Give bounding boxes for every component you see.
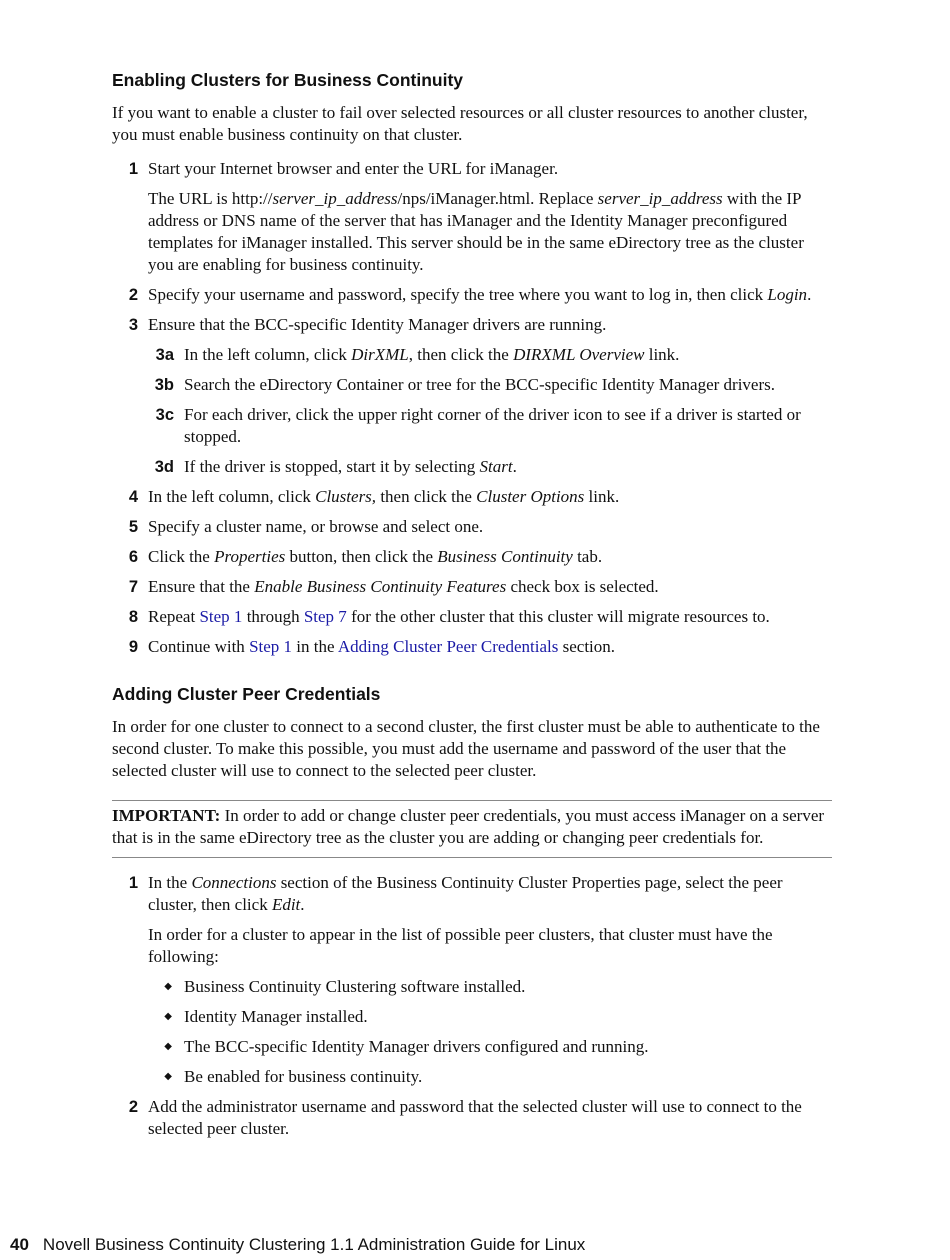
step-7 xyxy=(112,576,832,598)
step-number: 5 xyxy=(128,518,138,536)
substep-3a xyxy=(112,344,832,366)
substep-3d xyxy=(112,456,832,478)
step-6 xyxy=(112,546,832,568)
diamond-bullet-icon: ◆ xyxy=(164,1011,172,1022)
step-text: Add the administrator username and password that the selected cluster will use to connect to the selected peer cluster. xyxy=(148,1097,802,1138)
bullet-item: ◆ Identity Manager installed. xyxy=(112,1006,832,1028)
substep-text: For each driver, click the upper right corner of the driver icon to see if a driver is started or stopped. xyxy=(184,405,801,446)
link-step-1[interactable]: Step 1 xyxy=(199,607,243,626)
step-number: 8 xyxy=(128,608,138,626)
step-number: 9 xyxy=(128,638,138,656)
step-1-detail: The URL is http://server_ip_address/nps/iManager.html. Replace server_ip_address with the IP address or DNS name of the server that has iManager and the Identity Manager preconfigured templates for iManager installed. This server should be in the same eDirectory tree as the cluster you are enabling for business continuity. xyxy=(148,189,804,274)
step-number: 1 xyxy=(128,160,138,178)
diamond-bullet-icon: ◆ xyxy=(164,981,172,992)
step-text: Continue with Step 1 in the Adding Cluster Peer Credentials section. xyxy=(148,637,616,656)
important-text: IMPORTANT: In order to add or change cluster peer credentials, you must access iManager on a server that is in the same eDirectory tree as the cluster you are adding or changing peer credentials for. xyxy=(112,806,825,847)
step-text: Specify a cluster name, or browse and select one. xyxy=(148,517,484,536)
substep-number: 3d xyxy=(154,458,174,476)
substep-number: 3a xyxy=(155,346,174,364)
page-number: 40 xyxy=(10,1235,29,1254)
step-text: Repeat Step 1 through Step 7 for the other cluster that this cluster will migrate resources to. xyxy=(148,607,770,626)
diamond-bullet-icon: ◆ xyxy=(164,1071,172,1082)
bullet-item: ◆ Be enabled for business continuity. xyxy=(112,1066,832,1088)
step-3 xyxy=(112,314,832,336)
step-number: 2 xyxy=(128,286,138,304)
document-title: Novell Business Continuity Clustering 1.1 Administration Guide for Linux xyxy=(42,1235,586,1254)
substep-3b xyxy=(112,374,832,396)
substep-3c xyxy=(112,404,832,448)
step-text: Specify your username and password, specify the tree where you want to log in, then click Login. xyxy=(148,285,812,304)
step-text: Ensure that the BCC-specific Identity Manager drivers are running. xyxy=(148,315,607,334)
step-number: 2 xyxy=(128,1098,138,1116)
step-text: In the Connections section of the Business Continuity Cluster Properties page, select the peer cluster, then click Edit. xyxy=(148,873,783,914)
step-number: 1 xyxy=(128,874,138,892)
link-adding-cluster-peer-credentials[interactable]: Adding Cluster Peer Credentials xyxy=(337,637,559,656)
link-step-1[interactable]: Step 1 xyxy=(249,637,293,656)
substep-number: 3c xyxy=(155,406,174,424)
page-footer xyxy=(10,1233,585,1257)
section-heading-adding-peer-credentials: Adding Cluster Peer Credentials xyxy=(112,684,381,704)
substep-text: If the driver is stopped, start it by selecting Start. xyxy=(184,457,517,476)
step-number: 3 xyxy=(128,316,138,334)
step-5 xyxy=(112,516,832,538)
peer-step-1 xyxy=(112,872,832,968)
step-4 xyxy=(112,486,832,508)
step-number: 6 xyxy=(128,548,138,566)
step-1 xyxy=(112,158,832,276)
substep-text: In the left column, click DirXML, then click the DIRXML Overview link. xyxy=(184,345,680,364)
bullet-item: ◆ The BCC-specific Identity Manager drivers configured and running. xyxy=(112,1036,832,1058)
step-8 xyxy=(112,606,832,628)
step-text: Click the Properties button, then click the Business Continuity tab. xyxy=(148,547,603,566)
diamond-bullet-icon: ◆ xyxy=(164,1041,172,1052)
step-2 xyxy=(112,284,832,306)
step-text: In the left column, click Clusters, then click the Cluster Options link. xyxy=(148,487,620,506)
step-detail: In order for a cluster to appear in the list of possible peer clusters, that cluster must have the following: xyxy=(148,925,773,966)
step-number: 4 xyxy=(128,488,138,506)
important-note xyxy=(112,800,832,858)
substep-text: Search the eDirectory Container or tree for the BCC-specific Identity Manager drivers. xyxy=(184,375,775,394)
important-label: IMPORTANT: xyxy=(112,806,221,825)
section-intro: In order for one cluster to connect to a second cluster, the first cluster must be able to authenticate to the second cluster. To make this possible, you must add the username and password of the user that the selected cluster will use to connect to the selected peer cluster. xyxy=(112,717,820,780)
document-page xyxy=(112,68,832,1140)
step-number: 7 xyxy=(128,578,138,596)
section-intro: If you want to enable a cluster to fail over selected resources or all cluster resources to another cluster, you must enable business continuity on that cluster. xyxy=(112,103,808,144)
step-9 xyxy=(112,636,832,658)
section-heading-enabling-clusters: Enabling Clusters for Business Continuity xyxy=(112,70,464,90)
bullet-item: ◆ Business Continuity Clustering software installed. xyxy=(112,976,832,998)
peer-step-2 xyxy=(112,1096,832,1140)
step-text: Start your Internet browser and enter the URL for iManager. xyxy=(148,159,559,178)
step-text: Ensure that the Enable Business Continuity Features check box is selected. xyxy=(148,577,659,596)
substep-number: 3b xyxy=(154,376,174,394)
link-step-7[interactable]: Step 7 xyxy=(303,607,347,626)
